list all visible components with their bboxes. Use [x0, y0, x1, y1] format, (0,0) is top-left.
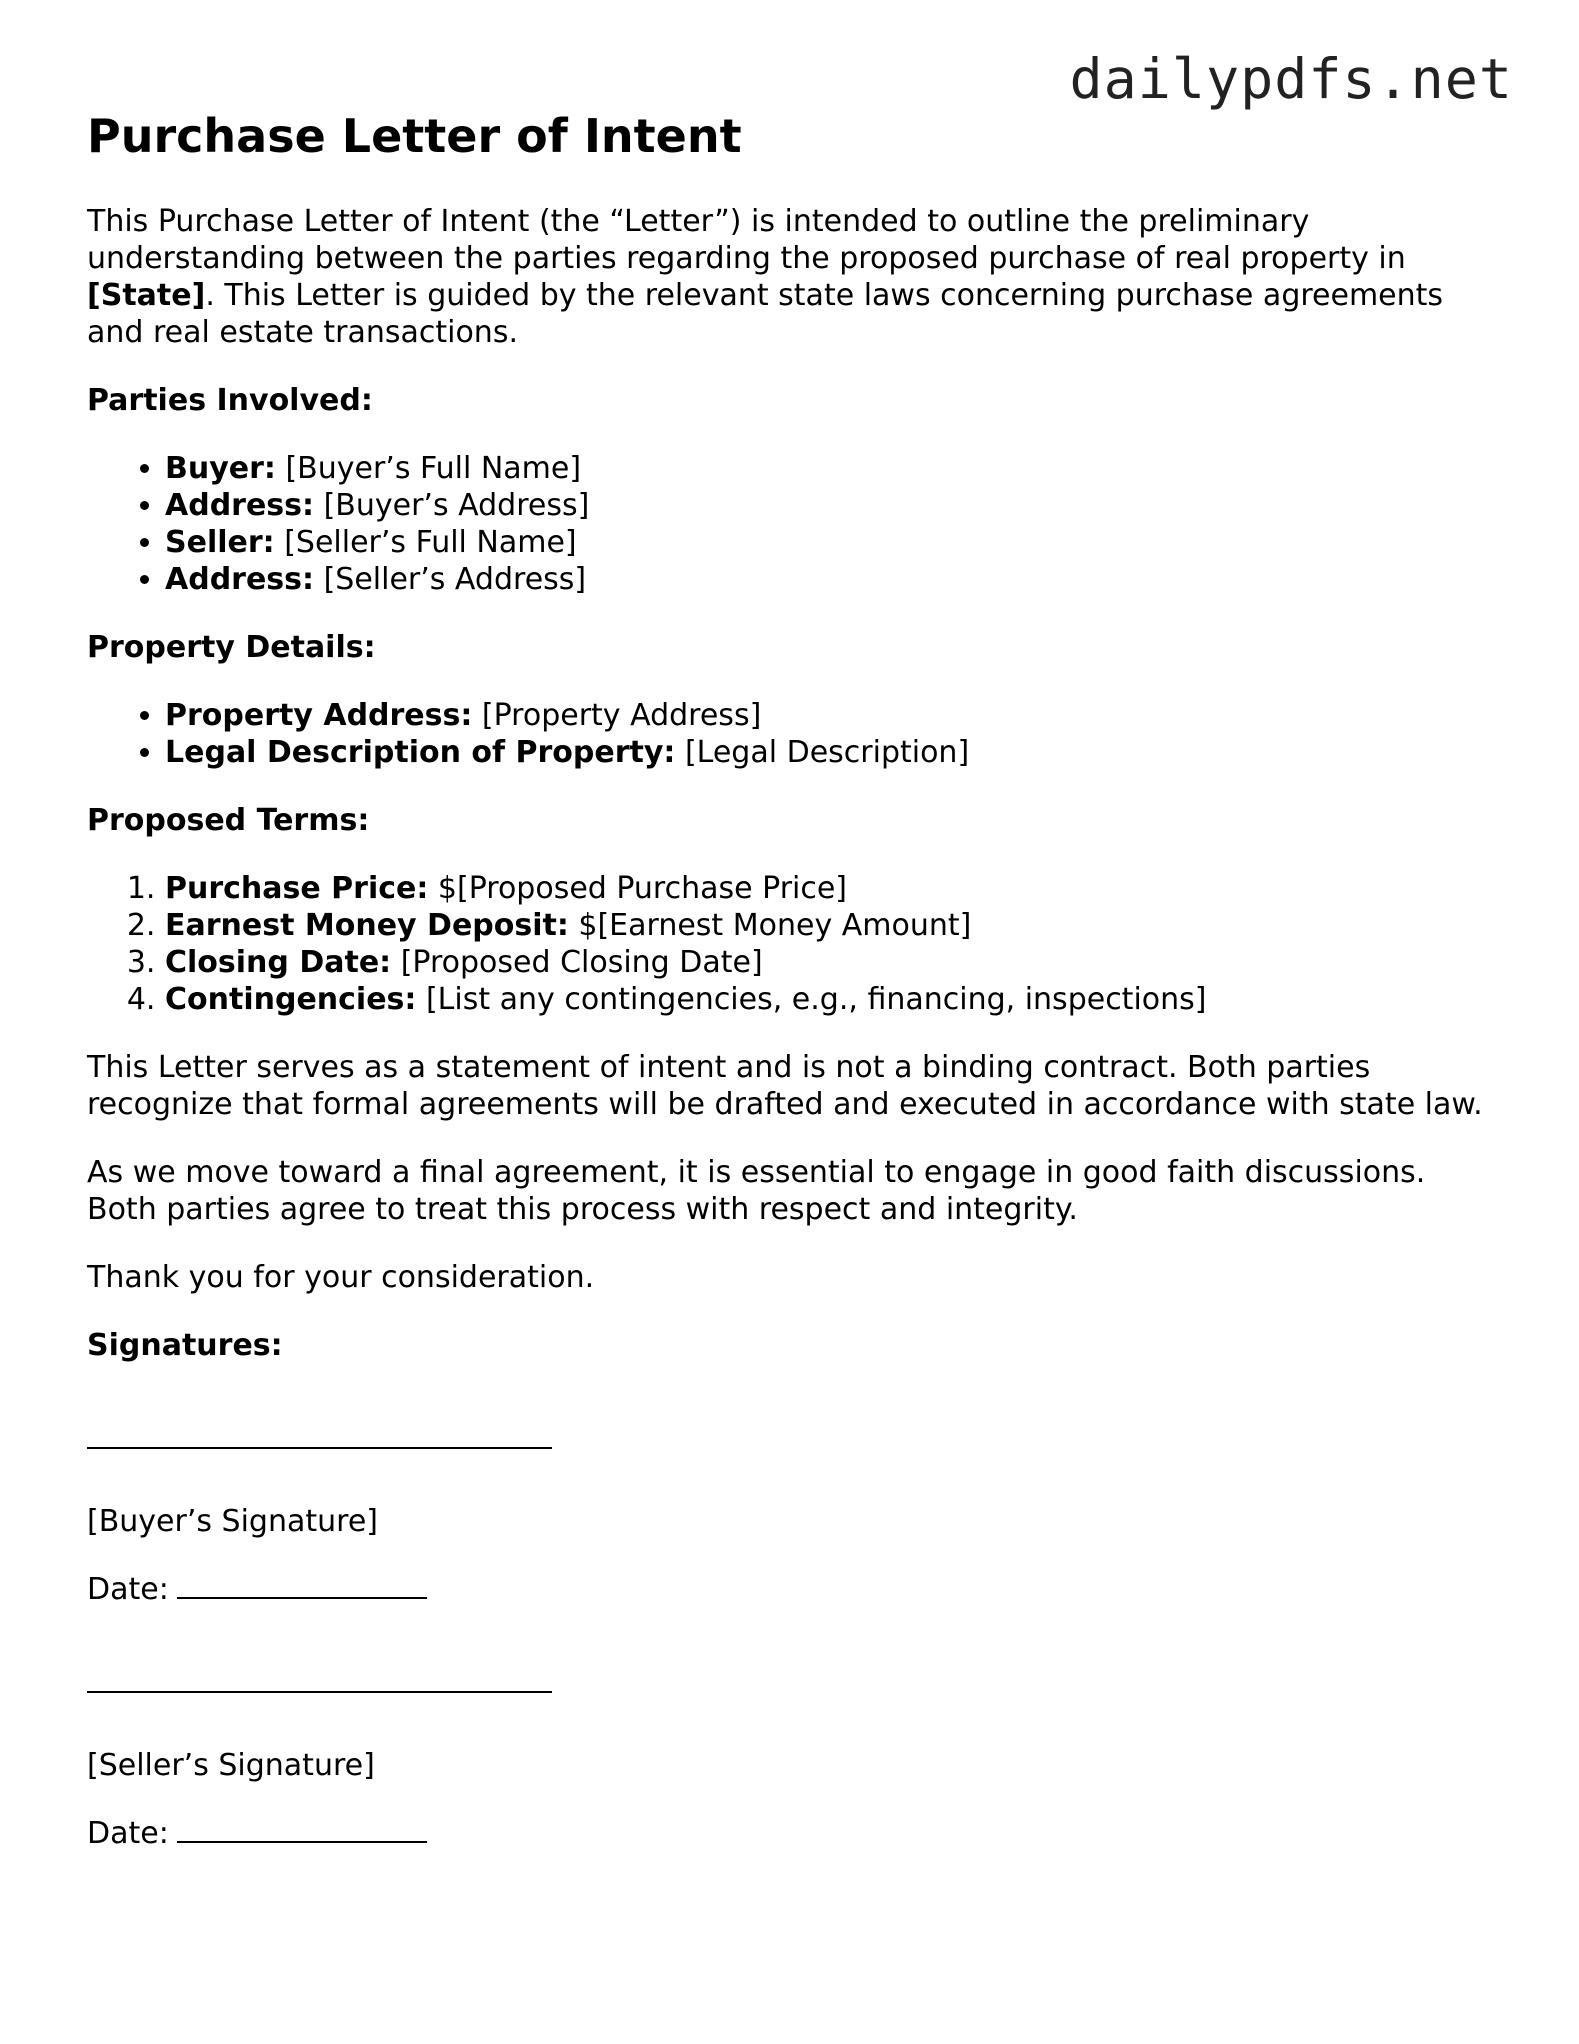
- seller-date-line[interactable]: [177, 1817, 427, 1843]
- list-item: [165, 697, 1497, 734]
- item-value: [Buyer’s Address]: [314, 488, 590, 523]
- item-label: Address:: [165, 562, 315, 597]
- seller-signature-label: [Seller’s Signature]: [87, 1748, 375, 1783]
- item-value: [Property Address]: [472, 698, 762, 733]
- item-value: $[Earnest Money Amount]: [568, 908, 972, 943]
- list-item: [165, 734, 1497, 771]
- item-label: Property Address:: [165, 698, 473, 733]
- item-value: $[Proposed Purchase Price]: [428, 871, 848, 906]
- item-label: Legal Description of Property:: [165, 735, 676, 770]
- property-list: [87, 697, 1497, 771]
- terms-list: [87, 870, 1497, 1018]
- list-item: [165, 907, 1497, 944]
- item-value: [Legal Description]: [675, 735, 970, 770]
- list-item: [165, 981, 1497, 1018]
- list-item: [165, 944, 1497, 981]
- date-label: Date:: [87, 1572, 169, 1607]
- seller-signature-line[interactable]: [87, 1667, 552, 1693]
- good-faith-paragraph: As we move toward a final agreement, it is essential to engage in good faith discussions. Both parties agree to treat this process with respect and integrity.: [87, 1155, 1426, 1227]
- item-value: [Seller’s Address]: [314, 562, 587, 597]
- intro-text-start: This Purchase Letter of Intent (the “Letter”) is intended to outline the preliminary understanding between the parties regarding the proposed purchase of real property in: [87, 204, 1406, 276]
- buyer-date-row: [87, 1571, 1497, 1608]
- item-label: Purchase Price:: [165, 871, 429, 906]
- buyer-signature-block: [87, 1395, 1497, 1608]
- intro-paragraph: [87, 203, 1497, 351]
- intro-text-end: . This Letter is guided by the relevant state laws concerning purchase agreements and real estate transactions.: [87, 278, 1444, 350]
- list-item: [165, 450, 1497, 487]
- item-value: [List any contingencies, e.g., financing, inspections]: [416, 982, 1207, 1017]
- terms-heading: Proposed Terms:: [87, 803, 370, 838]
- parties-list: [87, 450, 1497, 598]
- parties-heading: Parties Involved:: [87, 383, 373, 418]
- thanks-paragraph: Thank you for your consideration.: [87, 1260, 595, 1295]
- item-value: [Seller’s Full Name]: [274, 525, 577, 560]
- list-item: [165, 487, 1497, 524]
- seller-date-row: [87, 1815, 1497, 1852]
- document-title: Purchase Letter of Intent: [87, 109, 742, 163]
- date-label: Date:: [87, 1816, 169, 1851]
- property-heading: Property Details:: [87, 630, 376, 665]
- list-item: [165, 561, 1497, 598]
- state-placeholder: [State]: [87, 278, 206, 313]
- item-label: Contingencies:: [165, 982, 417, 1017]
- buyer-signature-line[interactable]: [87, 1423, 552, 1449]
- list-item: [165, 870, 1497, 907]
- watermark: dailypdfs.net: [1069, 47, 1513, 111]
- buyer-signature-label: [Buyer’s Signature]: [87, 1504, 378, 1539]
- seller-signature-block: [87, 1639, 1497, 1852]
- signatures-heading: Signatures:: [87, 1328, 283, 1363]
- document-page: [87, 110, 1497, 1883]
- item-value: [Buyer’s Full Name]: [275, 451, 582, 486]
- list-item: [165, 524, 1497, 561]
- item-label: Buyer:: [165, 451, 276, 486]
- item-value: [Proposed Closing Date]: [391, 945, 763, 980]
- statement-paragraph: This Letter serves as a statement of intent and is not a binding contract. Both parties recognize that formal agreements will be drafted and executed in accordance with state law.: [87, 1050, 1483, 1122]
- item-label: Closing Date:: [165, 945, 392, 980]
- item-label: Earnest Money Deposit:: [165, 908, 569, 943]
- buyer-date-line[interactable]: [177, 1573, 427, 1599]
- item-label: Seller:: [165, 525, 275, 560]
- item-label: Address:: [165, 488, 315, 523]
